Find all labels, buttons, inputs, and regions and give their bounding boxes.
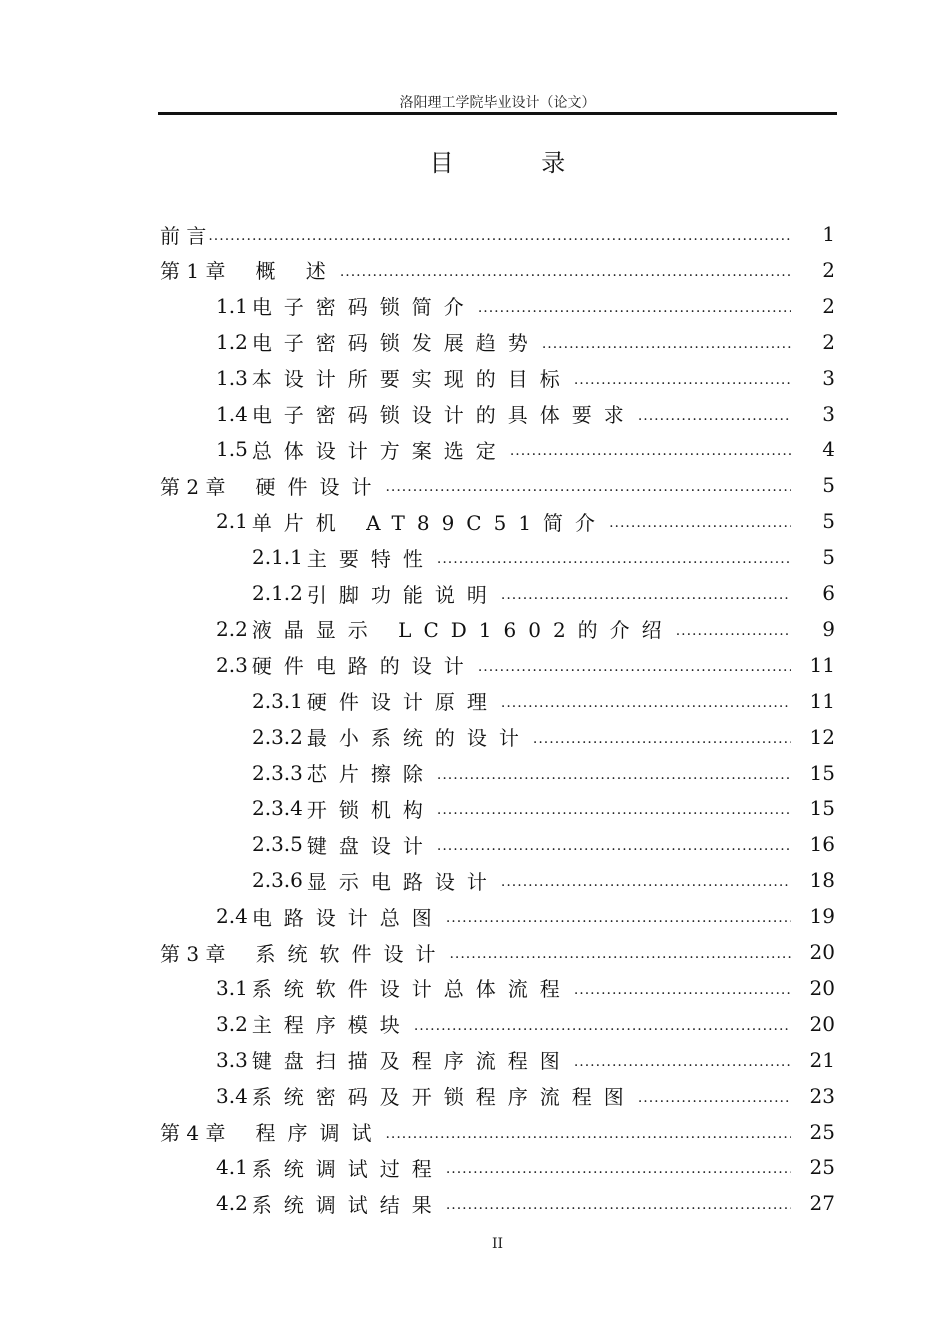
toc-entry[interactable]	[216, 396, 835, 432]
toc-entry-label	[216, 327, 540, 356]
toc-leader-dots	[446, 910, 791, 934]
toc-entry-label	[216, 1009, 412, 1038]
toc-entry-page: 9	[822, 616, 835, 641]
toc-entry[interactable]	[216, 970, 835, 1006]
toc-leader-dots	[638, 1090, 791, 1114]
toc-entry-text: 硬件设计	[255, 474, 384, 499]
toc-entry-text: 电子密码锁发展趋势	[251, 331, 540, 356]
toc-entry-number: 1.3	[216, 365, 248, 390]
toc-entry-label	[216, 973, 572, 1002]
toc-entry-label	[160, 1117, 383, 1146]
toc-entry-number: 2.3.5	[252, 832, 303, 857]
toc-entry[interactable]	[216, 324, 835, 360]
toc-entry-label	[216, 902, 444, 931]
toc-entry-number: 1.1	[216, 293, 248, 318]
toc-entry-number: 3.1	[216, 975, 248, 1000]
toc-leader-dots	[446, 1161, 791, 1185]
toc-entry-text: 最小系统的设计	[306, 726, 531, 751]
toc-entry-page: 2	[822, 257, 835, 282]
toc-entry[interactable]	[216, 1006, 835, 1042]
toc-leader-dots	[574, 982, 791, 1006]
toc-entry-page: 11	[809, 652, 835, 677]
toc-entry-label	[160, 471, 383, 500]
toc-entry[interactable]	[252, 719, 835, 755]
toc-entry-page: 16	[809, 832, 835, 857]
toc-entry-text: 主程序模块	[251, 1013, 412, 1038]
toc-entry-text: 芯片擦除	[306, 762, 435, 786]
toc-entry[interactable]	[252, 539, 835, 575]
toc-leader-dots	[478, 300, 791, 324]
toc-entry[interactable]	[216, 1042, 835, 1078]
toc-entry[interactable]	[216, 898, 835, 934]
toc-leader-dots	[533, 731, 791, 755]
toc-entry-page: 3	[822, 401, 835, 426]
toc-entry-label	[252, 758, 435, 787]
toc-leader-dots	[208, 228, 791, 252]
toc-entry-page: 11	[809, 688, 835, 713]
toc-leader-dots	[437, 767, 791, 791]
toc-entry-number: 3.4	[216, 1083, 248, 1108]
toc-entry-page: 18	[809, 868, 835, 893]
toc-entry-text: 开锁机构	[306, 797, 435, 822]
toc-leader-dots	[501, 695, 791, 719]
toc-leader-dots	[414, 1018, 791, 1042]
toc-entry-text: 电路设计总图	[251, 905, 444, 930]
toc-entry-number: 4.2	[216, 1191, 248, 1216]
toc-entry-label	[216, 1153, 444, 1182]
toc-entry-page: 5	[822, 509, 835, 534]
toc-entry-label	[252, 579, 499, 608]
toc-entry-text: 液晶显示 LCD1602的介绍	[251, 618, 674, 643]
toc-entry[interactable]	[216, 431, 835, 467]
toc-entry-text: 总体设计方案选定	[251, 438, 508, 463]
toc-entry-label	[160, 938, 447, 967]
toc-entry-label	[160, 255, 338, 284]
toc-leader-dots	[385, 479, 791, 503]
toc-entry[interactable]	[160, 216, 835, 252]
toc-leader-dots	[609, 515, 791, 539]
toc-entry-label	[216, 435, 508, 464]
toc-entry-page: 27	[809, 1191, 835, 1216]
toc-entry-page: 5	[822, 473, 835, 498]
toc-entry-text: 前 言	[160, 223, 207, 248]
toc-entry-number: 第 2 章	[160, 474, 226, 499]
toc-entry-page: 20	[809, 940, 835, 964]
page-number: II	[491, 1236, 504, 1252]
toc-entry[interactable]	[216, 1149, 835, 1185]
toc-entry-page: 19	[809, 904, 835, 929]
toc-entry-number: 1.5	[216, 437, 248, 462]
toc-entry[interactable]	[252, 826, 835, 862]
toc-leader-dots	[478, 659, 791, 683]
toc-entry-label	[216, 650, 476, 679]
toc-entry[interactable]	[216, 647, 835, 683]
toc-entry-label	[252, 686, 499, 715]
toc-entry-label	[252, 543, 435, 572]
toc-entry[interactable]	[252, 862, 835, 898]
toc-entry-text: 系统调试结果	[251, 1192, 444, 1217]
toc-entry-label	[252, 722, 531, 751]
toc-entry-label	[216, 1045, 572, 1074]
toc-entry-page: 5	[822, 545, 835, 570]
toc-entry-page: 23	[809, 1083, 835, 1108]
toc-entry-label	[216, 614, 674, 643]
toc-entry-text: 系统软件设计总体流程	[251, 977, 572, 1002]
toc-title: 目 录	[429, 149, 606, 177]
toc-entry[interactable]	[160, 934, 835, 970]
toc-entry-number: 2.3.3	[252, 760, 303, 785]
toc-entry-label	[252, 830, 435, 859]
toc-entry[interactable]	[216, 611, 835, 647]
toc-entry-number: 第 1 章	[160, 259, 226, 284]
toc-entry-number: 2.1.1	[252, 545, 303, 570]
toc-entry-page: 15	[809, 760, 835, 785]
toc-leader-dots	[340, 264, 791, 288]
toc-leader-dots	[574, 1054, 791, 1078]
toc-entry-number: 4.1	[216, 1155, 248, 1180]
toc-entry[interactable]	[160, 252, 835, 288]
toc-entry-page: 25	[809, 1155, 835, 1180]
toc-entry-text: 主要特性	[306, 546, 435, 571]
toc-entry-text: 系统调试过程	[251, 1156, 444, 1181]
toc-entry-number: 3.3	[216, 1047, 248, 1072]
toc-leader-dots	[501, 587, 791, 611]
toc-entry[interactable]	[216, 288, 835, 324]
toc-leader-dots	[574, 372, 791, 396]
toc-entry-text: 显示电路设计	[306, 869, 499, 894]
toc-entry-number: 2.4	[216, 904, 248, 929]
toc-entry-page: 4	[822, 437, 835, 462]
toc-entry-page: 2	[822, 329, 835, 354]
toc-entry-text: 硬件电路的设计	[251, 654, 476, 679]
toc-entry-text: 程序调试	[255, 1121, 384, 1145]
toc-entry-text: 概 述	[255, 259, 338, 284]
toc-entry-page: 3	[822, 365, 835, 390]
toc-entry-number: 2.3.6	[252, 868, 303, 893]
toc-leader-dots	[510, 443, 791, 467]
toc-entry-label	[216, 399, 636, 428]
toc-entry[interactable]	[160, 467, 835, 503]
toc-leader-dots	[501, 874, 791, 898]
toc-entry-number: 1.2	[216, 329, 248, 354]
toc-entry[interactable]	[252, 755, 835, 791]
toc-entry-text: 键盘设计	[306, 833, 435, 858]
toc-leader-dots	[437, 838, 791, 862]
toc-entry-text: 电子密码锁简介	[251, 295, 476, 320]
toc-entry-page: 6	[822, 581, 835, 605]
toc-leader-dots	[437, 802, 791, 826]
toc-leader-dots	[638, 408, 791, 432]
toc-entry-page: 20	[809, 975, 835, 1000]
toc-entry-text: 电子密码锁设计的具体要求	[251, 403, 636, 427]
toc-entry-label	[160, 220, 206, 249]
toc-entry-page: 2	[822, 293, 835, 318]
toc-entry-page: 1	[822, 222, 835, 246]
toc-entry[interactable]	[252, 790, 835, 826]
toc-entry[interactable]	[160, 1114, 835, 1150]
toc-entry[interactable]	[252, 683, 835, 719]
toc-leader-dots	[385, 1126, 791, 1150]
toc-entry-number: 2.3.4	[252, 796, 303, 821]
toc-entry-text: 硬件设计原理	[306, 690, 499, 715]
toc-entry[interactable]	[216, 503, 835, 539]
toc-entry-number: 2.3.2	[252, 724, 303, 749]
toc-entry-label	[216, 291, 476, 320]
toc-entry[interactable]	[216, 1185, 835, 1221]
toc-entry-page: 25	[809, 1119, 835, 1144]
toc-entry[interactable]	[216, 360, 835, 396]
toc-entry-label	[216, 363, 572, 392]
toc-entry-number: 2.2	[216, 616, 248, 641]
toc-entry-number: 2.1.2	[252, 581, 303, 605]
toc-entry-page: 12	[809, 724, 835, 749]
toc-entry-number: 2.1	[216, 509, 248, 534]
toc-leader-dots	[542, 336, 791, 360]
toc-entry[interactable]	[216, 1078, 835, 1114]
toc-entry-text: 键盘扫描及程序流程图	[251, 1049, 572, 1074]
toc-entry-text: 系统软件设计	[255, 941, 448, 966]
toc-leader-dots	[676, 623, 791, 647]
toc-entry-label	[216, 507, 607, 536]
toc-entry-label	[216, 1081, 636, 1110]
running-header: 洛阳理工学院毕业设计（论文）	[399, 95, 596, 111]
toc-entry-number: 第 3 章	[160, 941, 226, 966]
toc-entry-text: 单片机 AT89C51简介	[251, 510, 608, 535]
toc-entry-label	[252, 794, 435, 823]
toc-entry-number: 第 4 章	[160, 1121, 226, 1145]
toc-leader-dots	[449, 946, 791, 970]
toc-entry-page: 15	[809, 796, 835, 821]
toc-entry-number: 2.3.1	[252, 688, 303, 713]
toc-leader-dots	[446, 1197, 791, 1221]
toc-leader-dots	[437, 551, 791, 575]
header-rule	[158, 112, 837, 115]
toc-entry-label	[216, 1189, 444, 1218]
toc-entry-label	[252, 866, 499, 895]
toc-entry-page: 20	[809, 1011, 835, 1036]
toc-entry-text: 系统密码及开锁程序流程图	[251, 1085, 636, 1110]
toc-entry-text: 本设计所要实现的目标	[251, 367, 572, 392]
toc-entry-text: 引脚功能说明	[306, 582, 499, 607]
toc-entry-page: 21	[809, 1047, 835, 1072]
toc-entry[interactable]	[252, 575, 835, 611]
toc-entry-number: 3.2	[216, 1011, 248, 1036]
toc-entry-number: 1.4	[216, 401, 248, 426]
toc-entry-number: 2.3	[216, 652, 248, 677]
